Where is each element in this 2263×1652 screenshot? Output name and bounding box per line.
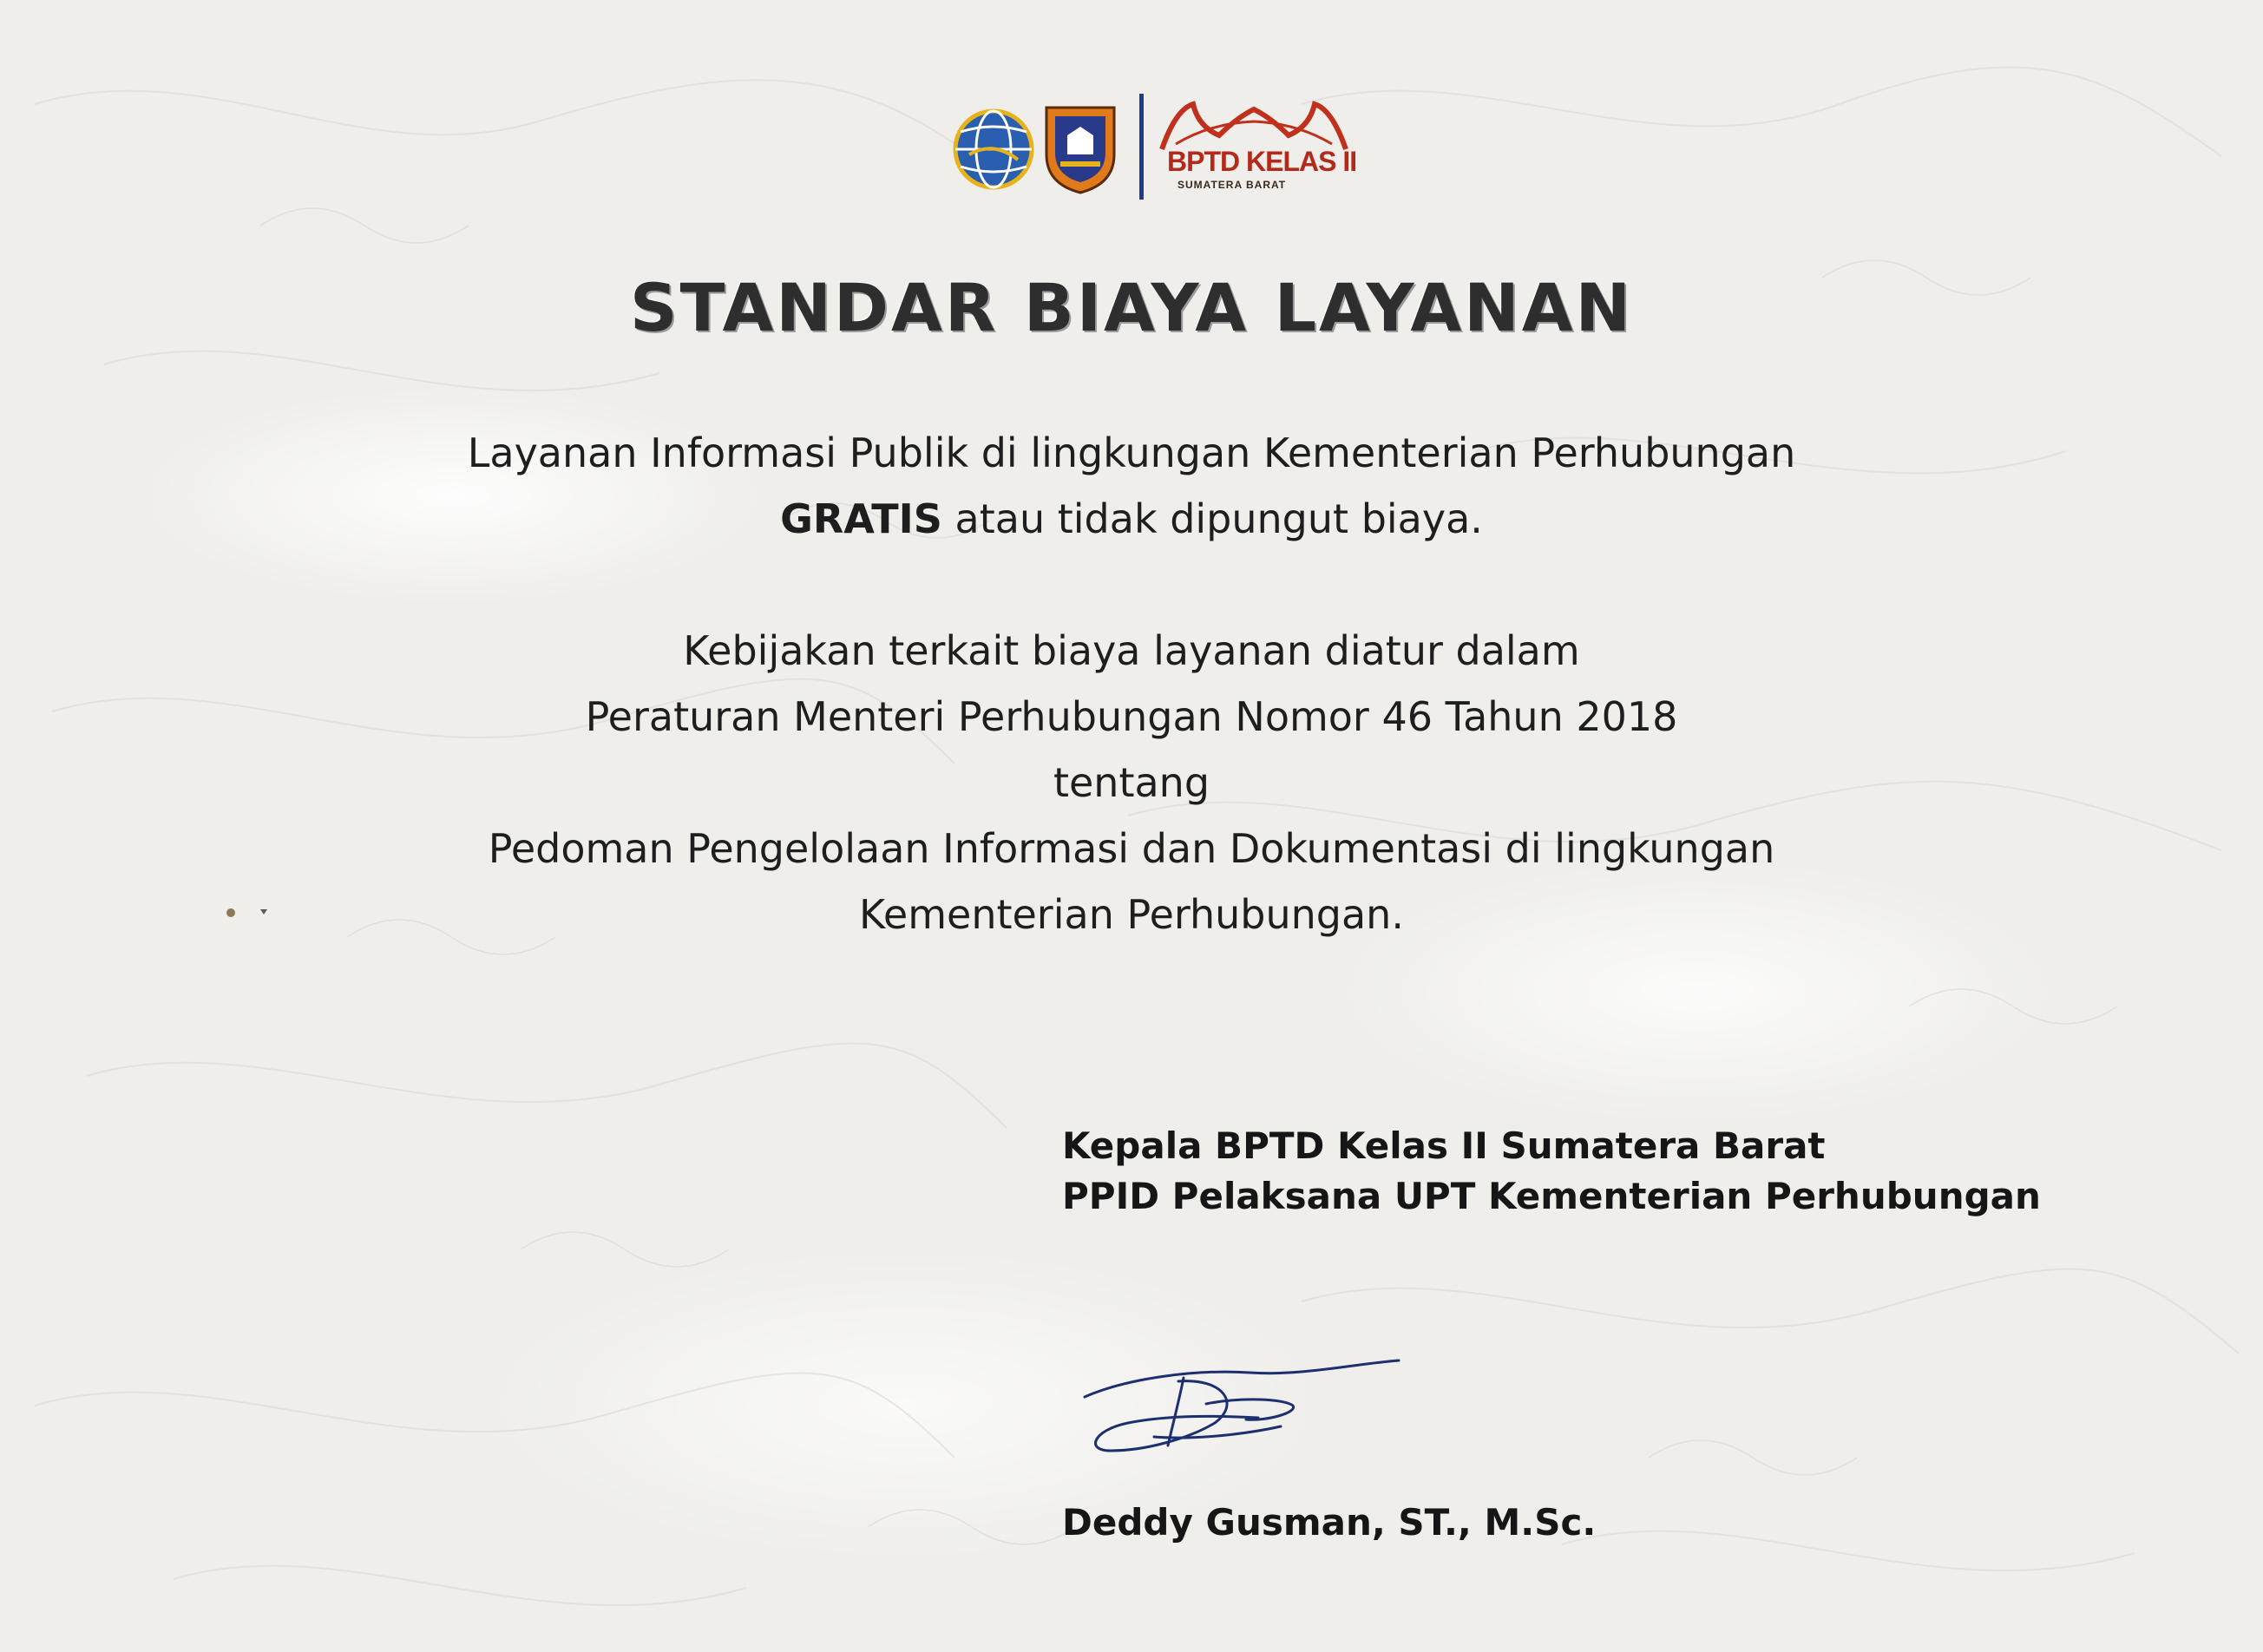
paragraph2-line1: Kebijakan terkait biaya layanan diatur dalam	[683, 627, 1580, 674]
logo-divider	[1139, 94, 1144, 200]
paragraph2-line3: tentang	[1053, 759, 1210, 806]
paragraph1-line2-rest: atau tidak dipungut biaya.	[941, 495, 1483, 542]
paragraph-free-service	[0, 420, 2263, 552]
globe-emblem-logo	[950, 102, 1037, 196]
shield-emblem-logo	[1041, 101, 1119, 196]
signatory-name: Deddy Gusman, ST., M.Sc.	[1062, 1501, 1597, 1544]
handwritten-signature	[1076, 1343, 1423, 1473]
paragraph-regulation	[0, 618, 2263, 947]
paragraph1-line1: Layanan Informasi Publik di lingkungan Kementerian Perhubungan	[467, 429, 1796, 476]
paragraph2-line2: Peraturan Menteri Perhubungan Nomor 46 Tahun 2018	[585, 693, 1678, 740]
signatory-position	[1062, 1121, 2041, 1222]
bptd-logo	[1158, 101, 1357, 196]
logo-row	[950, 94, 1358, 206]
paragraph2-line4: Pedoman Pengelolaan Informasi dan Dokumentasi di lingkungan	[488, 825, 1775, 872]
bptd-logo-text: BPTD KELAS II	[1167, 146, 1357, 177]
document-title: STANDAR BIAYA LAYANAN	[629, 269, 1634, 346]
gratis-emphasis: GRATIS	[780, 495, 942, 542]
signatory-position-line2: PPID Pelaksana UPT Kementerian Perhubungan	[1062, 1175, 2041, 1217]
signatory-position-line1: Kepala BPTD Kelas II Sumatera Barat	[1062, 1124, 1826, 1167]
paragraph1-line2	[0, 486, 2263, 552]
bptd-logo-subtext: SUMATERA BARAT	[1177, 179, 1287, 191]
paragraph2-line5: Kementerian Perhubungan.	[859, 891, 1404, 938]
bptd-roof-icon	[1158, 101, 1349, 153]
